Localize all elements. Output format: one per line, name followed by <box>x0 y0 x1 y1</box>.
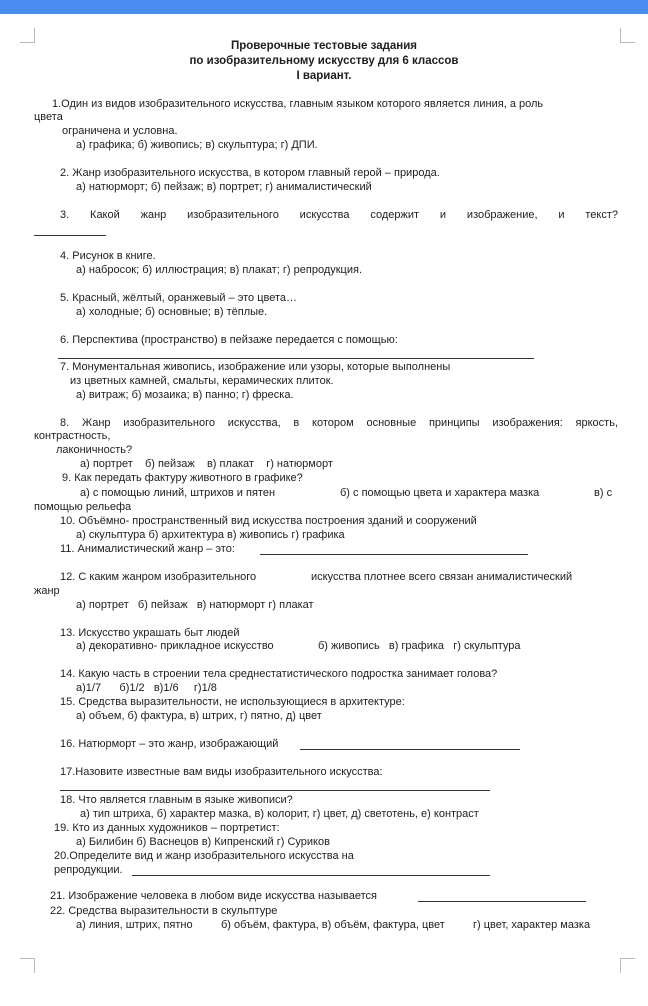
answer-line-20[interactable] <box>132 875 490 876</box>
question-8-text-cont2: лаконичность? <box>56 444 133 456</box>
page-subtitle: по изобразительному искусству для 6 классов <box>189 55 459 67</box>
question-2-options: а) натюрморт; б) пейзаж; в) портрет; г) анималистический <box>76 181 372 193</box>
question-12-text: 12. С каким жанром изобразительного <box>60 571 257 583</box>
answer-line-11[interactable] <box>260 554 528 555</box>
variant-label: I вариант. <box>296 70 352 82</box>
question-12-text-b: искусства плотнее всего связан анималистический <box>311 571 573 583</box>
question-15-options: а) объем, б) фактура, в) штрих, г) пятно, д) цвет <box>76 710 322 722</box>
answer-line-3[interactable] <box>34 235 106 236</box>
question-2-text: 2. Жанр изобразительного искусства, в котором главный герой – природа. <box>60 167 440 179</box>
question-22-option-c: г) цвет, характер мазка <box>473 919 591 931</box>
question-5-options: а) холодные; б) основные; в) тёплые. <box>76 306 268 318</box>
crop-corner-bottom-left[interactable] <box>20 958 35 973</box>
question-7-text: 7. Монументальная живопись, изображение или узоры, которые выполнены <box>60 361 451 373</box>
question-7-options: а) витраж; б) мозаика; в) панно; г) фреска. <box>76 389 294 401</box>
question-9-option-c-cont: помощью рельефа <box>34 501 132 513</box>
question-22-option-b: б) объём, фактура, в) объём, фактура, цвет <box>221 919 445 931</box>
question-9-option-c: в) с <box>594 487 613 499</box>
question-13-text: 13. Искусство украшать быт людей <box>60 627 240 639</box>
question-1-options: а) графика; б) живопись; в) скульптура; г) ДПИ. <box>76 139 318 151</box>
question-4-text: 4. Рисунок в книге. <box>60 250 156 262</box>
question-22-option-a: а) линия, штрих, пятно <box>76 919 193 931</box>
question-9-option-b: б) с помощью цвета и характера мазка <box>340 487 540 499</box>
question-7-text-cont: из цветных камней, смальты, керамических плиток. <box>70 375 334 387</box>
question-22-text: 22. Средства выразительности в скульптуре <box>50 905 278 917</box>
question-21-text: 21. Изображение человека в любом виде искусства называется <box>50 890 377 902</box>
question-8-text-cont: контрастность, <box>34 430 111 442</box>
question-13-option-a: а) декоративно- прикладное искусство <box>76 640 274 652</box>
question-11-text: 11. Анималистический жанр – это: <box>60 543 235 555</box>
question-14-options: а)1/7 б)1/2 в)1/6 г)1/8 <box>76 682 217 694</box>
question-12-options: а) портрет б) пейзаж в) натюрморт г) плакат <box>76 599 314 611</box>
question-5-text: 5. Красный, жёлтый, оранжевый – это цвета… <box>60 292 297 304</box>
question-12-text-cont: жанр <box>34 585 60 597</box>
question-9-text: 9. Как передать фактуру животного в графике? <box>62 472 303 484</box>
question-13-option-b: б) живопись в) графика г) скульптура <box>318 640 521 652</box>
answer-line-6[interactable] <box>58 358 534 359</box>
answer-line-21[interactable] <box>418 901 586 902</box>
question-19-text: 19. Кто из данных художников – портретист: <box>54 822 280 834</box>
question-20-text: 20.Определите вид и жанр изобразительного искусства на <box>54 850 354 862</box>
question-19-options: а) Билибин б) Васнецов в) Кипренский г) Суриков <box>76 836 330 848</box>
question-8-text: 8. Жанр изобразительного искусства, в котором основные принципы изображения: яркость, <box>60 417 618 429</box>
question-1-text-cont2: ограничена и условна. <box>62 125 178 137</box>
question-17-text: 17.Назовите известные вам виды изобразительного искусства: <box>60 766 383 778</box>
question-18-options: а) тип штриха, б) характер мазка, в) колорит, г) цвет, д) светотень, е) контраст <box>80 808 479 820</box>
question-20-text-cont: репродукции. <box>54 864 123 876</box>
question-18-text: 18. Что является главным в языке живописи? <box>60 794 293 806</box>
answer-line-17[interactable] <box>60 790 490 791</box>
question-6-text: 6. Перспектива (пространство) в пейзаже передается с помощью: <box>60 334 398 346</box>
answer-line-16[interactable] <box>300 749 520 750</box>
question-3-text: 3. Какой жанр изобразительного искусства содержит и изображение, и текст? <box>60 209 618 221</box>
question-15-text: 15. Средства выразительности, не использующиеся в архитектуре: <box>60 696 405 708</box>
app-top-bar <box>0 0 648 14</box>
question-16-text: 16. Натюрморт – это жанр, изображающий <box>60 738 279 750</box>
question-10-options: а) скульптура б) архитектура в) живопись г) графика <box>76 529 345 541</box>
question-14-text: 14. Какую часть в строении тела среднестатистического подростка занимает голова? <box>60 668 498 680</box>
question-8-options: а) портрет б) пейзаж в) плакат г) натюрморт <box>80 458 333 470</box>
question-1-text: 1.Один из видов изобразительного искусства, главным языком которого является линия, а роль <box>52 98 544 110</box>
crop-corner-bottom-right[interactable] <box>620 958 635 973</box>
question-4-options: а) набросок; б) иллюстрация; в) плакат; г) репродукция. <box>76 264 363 276</box>
question-10-text: 10. Объёмно- пространственный вид искусства построения зданий и сооружений <box>60 515 477 527</box>
question-9-option-a: а) с помощью линий, штрихов и пятен <box>80 487 276 499</box>
page-title: Проверочные тестовые задания <box>230 40 418 52</box>
question-1-text-cont: цвета <box>34 111 63 123</box>
